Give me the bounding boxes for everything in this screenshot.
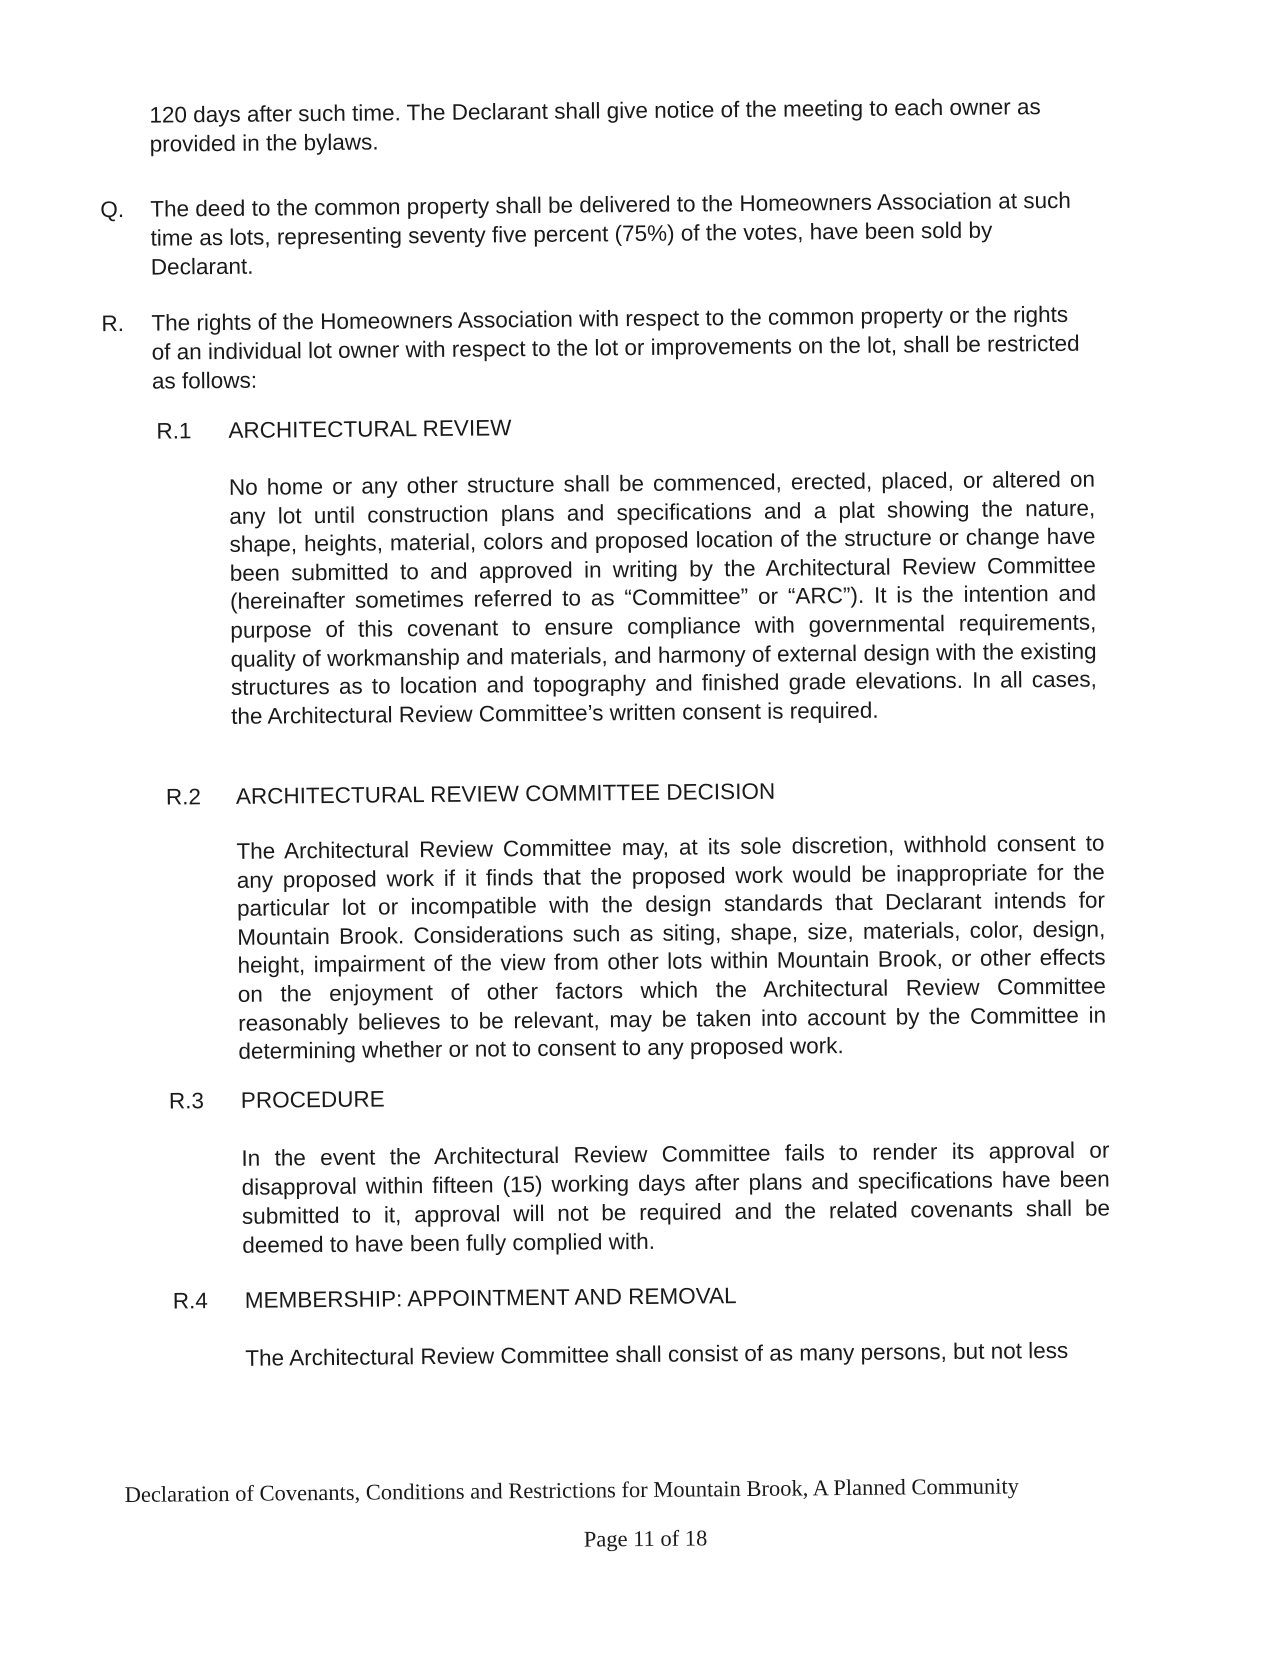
footer-page-number: Page 11 of 18 — [583, 1525, 708, 1552]
section-r4-body: The Architectural Review Committee shall consist of as many persons, but not less — [245, 1337, 1069, 1371]
section-r2-body: The Architectural Review Committee may, at its sole discretion, withhold consent to any proposed work if it finds that the proposed work would be inappropriate for the particular lot or incompatible with the design standards that Declarant intends for Mountain Brook. Considerations such as siting, shape, size, materials, color, design, height, impairment of the view from other lots within Mountain Brook, or other effects on the enjoyment of other factors which the Architectural Review Committee reasonably believes to be relevant, may be taken into account by the Committee in determining whether or not to consent to any proposed work. — [236, 830, 1107, 1065]
item-r-paragraph: The rights of the Homeowners Association with respect to the common property or the rights of an individual lot owner with respect to the lot or improvements on the lot, shall be restricted as follows: — [151, 301, 1080, 394]
section-r2-title: ARCHITECTURAL REVIEW COMMITTEE DECISION — [235, 778, 776, 809]
continuation-paragraph: 120 days after such time. The Declarant shall give notice of the meeting to each owner as provided in the bylaws. — [149, 94, 1041, 157]
section-r4-title: MEMBERSHIP: APPOINTMENT AND REMOVAL — [244, 1283, 737, 1313]
footer-document-title: Declaration of Covenants, Conditions and Restrictions for Mountain Brook, A Planned Community — [124, 1473, 1020, 1507]
section-r3-number: R.3 — [168, 1088, 205, 1114]
section-r4-number: R.4 — [172, 1288, 208, 1314]
item-r-label: R. — [101, 310, 125, 337]
section-r3-title: PROCEDURE — [240, 1086, 385, 1113]
item-q-label: Q. — [100, 196, 125, 223]
section-r1-title: ARCHITECTURAL REVIEW — [228, 415, 512, 443]
section-r3-body: In the event the Architectural Review Committee fails to render its approval or disapproval within fifteen (15) working days after plans and specifications have been submitted to it, approval will not be required and the related covenants shall be deemed to have been fully complied with. — [241, 1137, 1111, 1258]
section-r1-number: R.1 — [156, 418, 192, 444]
item-q-paragraph: The deed to the common property shall be delivered to the Homeowners Association at such time as lots, representing seventy five percent (75%) of the votes, have been sold by Declarant. — [150, 187, 1071, 280]
section-r2-number: R.2 — [165, 784, 202, 810]
section-r1-body: No home or any other structure shall be commenced, erected, placed, or altered on any lot until construction plans and specifications and a plat showing the nature, shape, heights, material, colors and proposed location of the structure or change have been submitted to and approved in writing by the Architectural Review Committee (hereinafter sometimes referred to as “Committee” or “ARC”). It is the intention and purpose of this covenant to ensure compliance with governmental requirements, quality of workmanship and materials, and harmony of external design with the existing structures as to location and topography and finished grade elevations. In all cases, the Architectural Review Committee’s written consent is required. — [228, 466, 1097, 729]
